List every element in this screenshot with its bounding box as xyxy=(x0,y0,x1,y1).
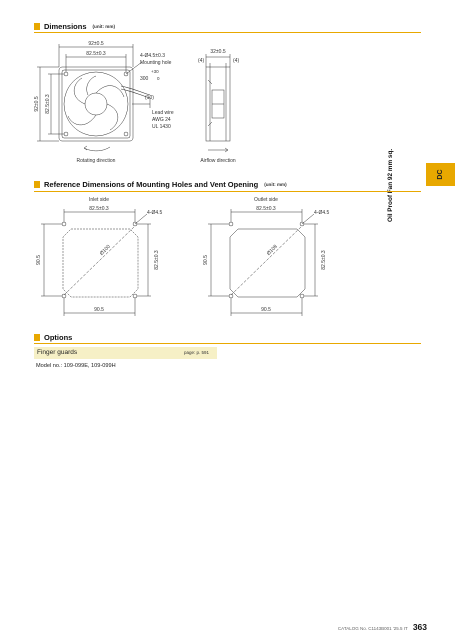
section-marker-icon xyxy=(34,334,40,341)
reference-unit: (unit: mm) xyxy=(264,182,287,187)
outlet-width: 90.5 xyxy=(261,307,271,313)
product-side-label: Oil Proof Fan 92 mm sq. xyxy=(387,148,394,222)
lead-length: 300 xyxy=(140,76,149,82)
side-right-label: (4) xyxy=(233,58,240,64)
lead-length-tol: 0 xyxy=(157,76,160,81)
category-tab-label: DC xyxy=(437,169,444,180)
catalog-number: CATALOG No. C1143B001 '25.5 IT xyxy=(337,626,408,631)
outlet-diameter: Ø108 xyxy=(265,243,279,257)
outlet-caption: Outlet side xyxy=(254,197,278,203)
section-marker-icon xyxy=(34,23,40,30)
inlet-diameter: Ø100 xyxy=(98,243,112,257)
section-marker-icon xyxy=(34,181,40,188)
mounting-hole-spec: 4-Ø4.5±0.3 xyxy=(140,53,165,59)
lead-wire-awg: AWG 24 xyxy=(152,117,171,123)
page-footer xyxy=(338,622,427,632)
inlet-hole-pitch: 82.5±0.3 xyxy=(89,206,109,212)
outlet-hole: 4-Ø4.5 xyxy=(314,210,330,216)
airflow-direction-label: Airflow direction xyxy=(200,158,236,164)
inlet-width: 90.5 xyxy=(94,307,104,313)
finger-guards-page-ref[interactable]: page: p. 591 xyxy=(184,350,210,355)
inlet-pitch-v: 82.5±0.3 xyxy=(154,250,160,270)
lead-length-top: +30 xyxy=(151,69,159,74)
side-left-label: (4) xyxy=(198,58,205,64)
reference-title: Reference Dimensions of Mounting Holes and Vent Opening xyxy=(44,180,259,189)
model-number: Model no.: 109-099E, 109-099H xyxy=(36,363,116,369)
dimensions-heading xyxy=(34,22,115,31)
page-number: 363 xyxy=(412,622,427,632)
overall-height-label: 92±0.5 xyxy=(34,96,40,112)
hole-pitch-label: 82.5±0.3 xyxy=(86,51,106,57)
section-rule xyxy=(34,343,421,344)
section-rule xyxy=(34,32,421,33)
finger-guards-label: Finger guards xyxy=(37,349,78,356)
dimensions-unit: (unit: mm) xyxy=(92,24,115,29)
options-title: Options xyxy=(44,333,73,342)
reference-heading xyxy=(34,180,287,189)
mounting-hole-label: Mounting hole xyxy=(140,60,172,66)
hole-pitch-v-label: 82.5±0.3 xyxy=(45,94,51,114)
outlet-pitch-v: 82.5±0.3 xyxy=(321,250,327,270)
depth-label: 32±0.5 xyxy=(210,49,226,55)
rotating-direction-label: Rotating direction xyxy=(76,158,116,164)
outlet-height: 90.5 xyxy=(203,255,209,265)
vent-opening-drawing xyxy=(0,192,455,322)
options-heading xyxy=(34,333,72,342)
inlet-caption: Inlet side xyxy=(88,197,110,203)
outlet-hole-pitch: 82.5±0.3 xyxy=(256,206,276,212)
lead-offset-label: (10) xyxy=(145,95,154,101)
lead-wire-ul: UL 1430 xyxy=(152,124,171,130)
category-tab xyxy=(426,163,455,186)
finger-guards-row xyxy=(34,347,217,359)
lead-wire-label: Lead wire xyxy=(152,110,174,116)
inlet-hole: 4-Ø4.5 xyxy=(147,210,163,216)
dimensions-title: Dimensions xyxy=(44,22,87,31)
overall-width-label: 92±0.5 xyxy=(88,41,104,47)
inlet-height: 90.5 xyxy=(36,255,42,265)
